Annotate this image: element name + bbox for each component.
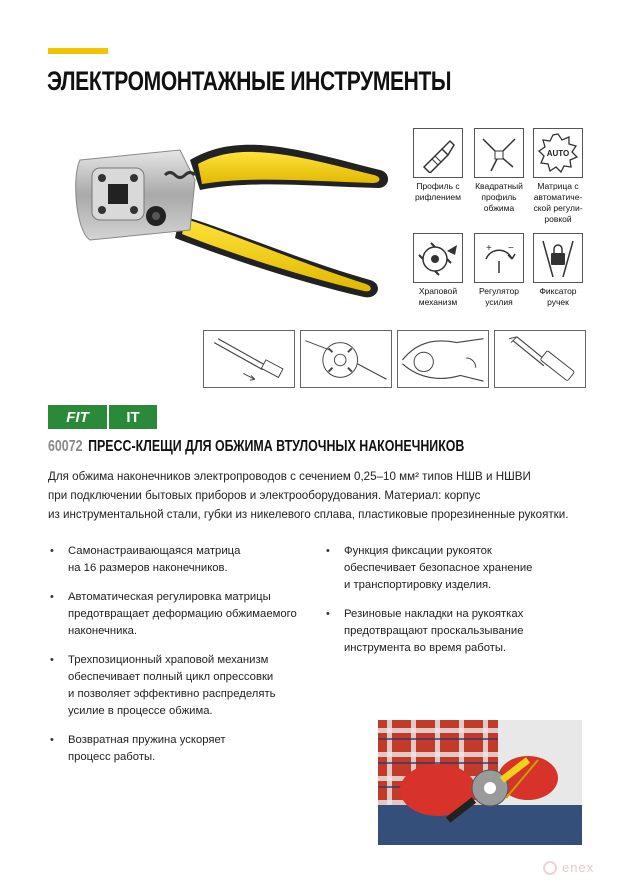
- fit-logo: FIT: [48, 405, 107, 429]
- lock-icon: [537, 237, 579, 279]
- feature-list-right: [326, 543, 596, 669]
- crimping-pliers-image: [70, 120, 400, 310]
- feature-ratchet: Храповой механизм: [412, 233, 464, 308]
- feature-handle-lock: Фиксатор ручек: [532, 233, 584, 308]
- list-item: • Возвратная пружина ускоряет процесс работы.: [50, 732, 320, 766]
- page-title: ЭЛЕКТРОМОНТАЖНЫЕ ИНСТРУМЕНТЫ: [47, 66, 452, 96]
- ratchet-icon: [417, 237, 459, 279]
- feature-ribbed-profile: Профиль с рифлением: [412, 128, 464, 203]
- product-code: 60072: [48, 438, 83, 455]
- usage-photo: [378, 720, 582, 845]
- feature-auto-matrix: AUTO Матрица с автоматиче- ской регули- ровкой: [532, 128, 584, 225]
- svg-text:+: +: [486, 243, 492, 254]
- step-illustration-strip-wire: [203, 330, 295, 388]
- watermark-text: enex: [562, 860, 595, 875]
- step-illustration-crimp: [397, 330, 489, 388]
- svg-text:−: −: [508, 243, 514, 254]
- list-item: • Автоматическая регулировка матрицы предотвращает деформацию обжимаемого наконечника.: [50, 589, 320, 640]
- product-description: [48, 467, 608, 524]
- accent-bar: [48, 48, 108, 54]
- watermark: [543, 860, 594, 875]
- ferrule-icon: [418, 133, 458, 173]
- brand-badge: [48, 405, 157, 429]
- auto-gear-icon: [536, 131, 580, 175]
- list-item: • Трехпозиционный храповой механизм обеспечивает полный цикл опрессовки и позволяет эффективно распределять усилие в процессе обжима.: [50, 652, 320, 720]
- watermark-ring-icon: [543, 861, 557, 875]
- adjuster-icon: [478, 237, 520, 279]
- feature-square-profile: Квадратный профиль обжима: [473, 128, 525, 214]
- it-tag: IT: [109, 405, 157, 429]
- svg-text:AUTO: AUTO: [546, 149, 570, 158]
- list-item: • Функция фиксации рукояток обеспечивает безопасное хранение и транспортировку изделия.: [326, 543, 596, 594]
- product-heading: [48, 438, 464, 456]
- description-line: из инструментальной стали, губки из никелевого сплава, пластиковые прорезиненные рукоятки.: [48, 508, 569, 521]
- list-item: • Самонастраивающаяся матрица на 16 размеров наконечников.: [50, 543, 320, 577]
- step-illustration-crimped-ferrule: [494, 330, 586, 388]
- list-item: • Резиновые накладки на рукоятках предотвращают проскальзывание инструмента во время работы.: [326, 606, 596, 657]
- feature-force-adjuster: + − Регулятор усилия: [473, 233, 525, 308]
- step-illustration-insert-matrix: [300, 330, 392, 388]
- description-line: Для обжима наконечников электропроводов с сечением 0,25–10 мм² типов НШВ и НШВИ: [48, 470, 531, 483]
- description-line: при подключении бытовых приборов и электрооборудования. Материал: корпус: [48, 489, 481, 502]
- product-name: ПРЕСС-КЛЕЩИ ДЛЯ ОБЖИМА ВТУЛОЧНЫХ НАКОНЕЧНИКОВ: [88, 438, 465, 455]
- square-profile-icon: [479, 133, 519, 173]
- feature-list-left: [50, 543, 320, 778]
